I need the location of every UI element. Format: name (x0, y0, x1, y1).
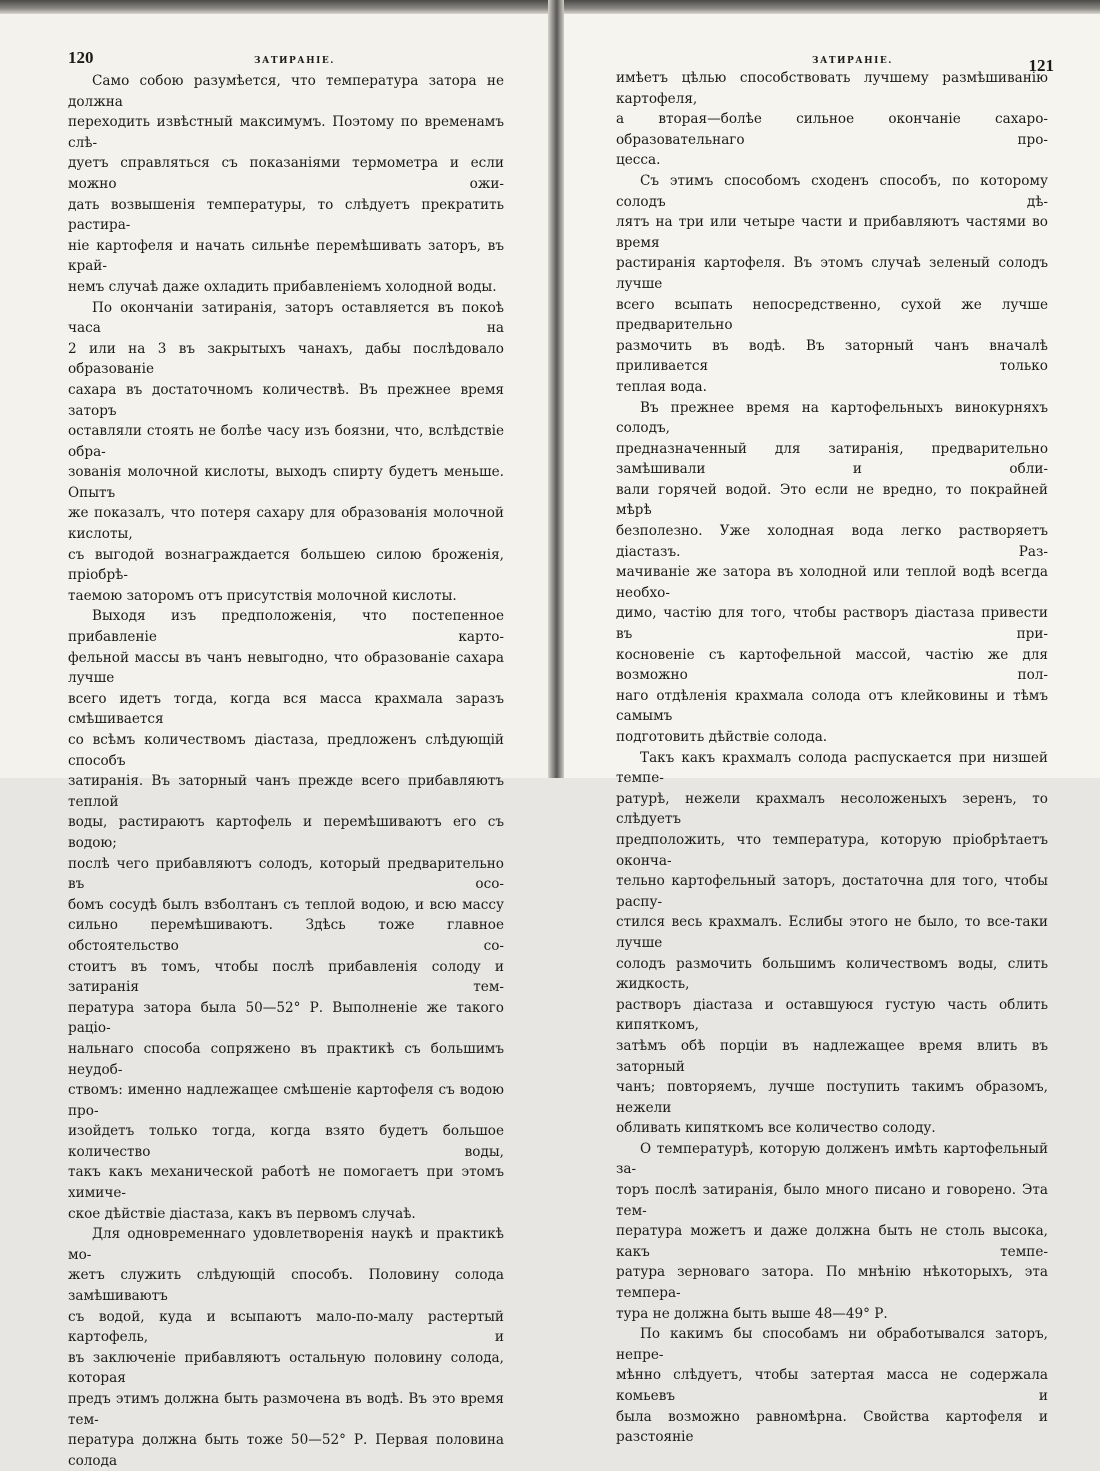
text-line: растиранія картофеля. Въ этомъ случаѣ зеленый солодъ лучше (616, 255, 1048, 292)
right-page-text (616, 68, 1048, 1448)
text-line: переходить извѣстный максимумъ. Поэтому по временамъ слѣ- (68, 114, 504, 151)
text-line: размочить въ водѣ. Въ заторный чанъ вначалѣ приливается только (616, 337, 1048, 375)
text-line: же показалъ, что потеря сахару для образованія молочной кислоты, (68, 505, 504, 543)
text-line: предъ этимъ должна быть размочена въ водѣ. Въ это время тем- (68, 1391, 504, 1428)
left-page-text (68, 71, 504, 1471)
text-line: тельно картофельный заторъ, достаточна для того, чтобы распу- (616, 873, 1048, 910)
text-line: немъ случаѣ даже охладить прибавленіемъ холодной воды. (68, 278, 497, 295)
text-line: Выходя изъ предположенія, что постепенное прибавленіе карто- (68, 608, 504, 646)
text-line: дуетъ справляться съ показаніями термометра и если можно ожи- (68, 155, 504, 192)
text-line: затѣмъ обѣ порціи въ надлежащее время влить въ заторный (616, 1037, 1048, 1075)
text-line: тура не должна быть выше 48—49° Р. (616, 1305, 888, 1322)
text-line: съ водой, куда и всыпаютъ мало-по-малу растертый картофель, и (68, 1308, 504, 1346)
text-line: пература должна быть тоже 50—52° Р. Первая половина солода (68, 1432, 504, 1469)
text-line: всего идетъ тогда, когда вся масса крахмала заразъ смѣшивается (68, 690, 504, 728)
text-line: а вторая—болѣе сильное окончаніе сахаро-образовательнаго про- (616, 111, 1048, 148)
text-line: Для одновременнаго удовлетворенія наукѣ и практикѣ мо- (68, 1226, 504, 1263)
text-line: жетъ служить слѣдующій способъ. Половину солода замѣшиваютъ (68, 1267, 504, 1305)
text-line: косновеніе съ картофельной массой, частію же для возможно пол- (616, 646, 1048, 684)
text-line: изойдетъ только тогда, когда взято будетъ большое количество воды, (68, 1123, 504, 1160)
text-line: подготовить дѣйствіе солода. (616, 729, 828, 745)
text-line: ское дѣйствіе діастаза, какъ въ первомъ случаѣ. (68, 1205, 416, 1222)
text-line: нальнаго способа сопряжено въ практикѣ съ большимъ неудоб- (68, 1040, 504, 1078)
text-line: дать возвышенія температуры, то слѣдуетъ прекратить растира- (68, 196, 504, 234)
text-line: бомъ сосудѣ былъ взболтанъ съ теплой водою, и всю массу (68, 896, 504, 913)
text-line: 2 или на 3 въ закрытыхъ чанахъ, дабы послѣдовало образованіе (68, 340, 504, 378)
text-line: О температурѣ, которую долженъ имѣть картофельный за- (616, 1140, 1048, 1178)
book-gutter (548, 0, 564, 778)
running-head: ЗАТИРАНІЕ. (254, 56, 335, 66)
text-line: Съ этимъ способомъ сходенъ способъ, по которому солодъ дѣ- (616, 172, 1048, 210)
running-head: ЗАТИРАНІЕ. (812, 56, 893, 66)
text-line: По окончаніи затиранія, заторъ оставляется въ покоѣ часа на (68, 299, 504, 337)
text-line: предназначенный для затиранія, предварительно замѣшивали и обли- (616, 440, 1048, 478)
page-number: 121 (1028, 56, 1054, 75)
text-line: По какимъ бы способамъ ни обработывался заторъ, непре- (616, 1326, 1048, 1363)
right-page-header (616, 14, 1054, 75)
text-line: затиранія. Въ заторный чанъ прежде всего прибавляютъ теплой (68, 773, 504, 810)
text-line: зованія молочной кислоты, выходъ спирту будетъ меньше. Опытъ (68, 464, 504, 501)
text-line: ніе картофеля и начать сильнѣе перемѣшивать заторъ, въ край- (68, 237, 504, 275)
text-line: димо, частію для того, чтобы растворъ діастаза привести въ при- (616, 605, 1048, 643)
text-line: послѣ чего прибавляютъ солодъ, который предварительно въ осо- (68, 855, 504, 893)
text-line: обливать кипяткомъ все количество солоду. (616, 1120, 936, 1137)
text-line: Такъ какъ крахмалъ солода распускается при низшей темпе- (616, 749, 1048, 787)
text-line: ратурѣ, нежели крахмалъ несоложеныхъ зеренъ, то слѣдуетъ (616, 790, 1048, 828)
text-line: Въ прежнее время на картофельныхъ винокурняхъ солодъ, (616, 399, 1048, 437)
text-line: теплая вода. (616, 378, 707, 395)
text-line: такъ какъ механической работѣ не помогаетъ при этомъ химиче- (68, 1164, 504, 1202)
text-line: лятъ на три или четыре части и прибавляютъ частями во время (616, 214, 1048, 251)
text-line: оставляли стоять не болѣе часу изъ боязни, что, вслѣдствіе обра- (68, 423, 504, 460)
text-line: чанъ; повторяемъ, лучше поступить такимъ образомъ, нежели (616, 1079, 1048, 1116)
text-line: пература можетъ и даже должна быть не столь высока, какъ темпе- (616, 1223, 1048, 1260)
text-line: мѣнно слѣдуетъ, чтобы затертая масса не содержала комьевъ и (616, 1367, 1048, 1404)
text-line: таемою заторомъ отъ присутствія молочной кислоты. (68, 587, 457, 604)
text-line: въ заключеніе прибавляютъ остальную половину солода, которая (68, 1349, 504, 1387)
text-line: мачиваніе же затора въ холодной или теплой водѣ всегда необхо- (616, 564, 1048, 601)
left-page-header (68, 14, 518, 74)
text-line: торъ послѣ затиранія, было много писано и говорено. Эта тем- (616, 1182, 1048, 1219)
text-line: сахара въ достаточномъ количествѣ. Въ прежнее время заторъ (68, 381, 504, 419)
text-line: наго отдѣленія крахмала солода отъ клейковины и тѣмъ самымъ (616, 687, 1048, 725)
text-line: Само собою разумѣется, что температура затора не должна (68, 73, 504, 110)
text-line: стоитъ въ томъ, чтобы послѣ прибавленія солоду и затиранія тем- (68, 958, 504, 996)
text-line: предположить, что температура, которую пріобрѣтаетъ оконча- (616, 831, 1048, 869)
text-line: со всѣмъ количествомъ діастаза, предложенъ слѣдующій способъ (68, 732, 504, 769)
text-line: сильно перемѣшиваютъ. Здѣсь тоже главное обстоятельство со- (68, 917, 504, 954)
text-line: ратура зерноваго затора. По мнѣнію нѣкоторыхъ, эта темпера- (616, 1264, 1048, 1302)
text-line: была возможно равномѣрна. Свойства картофеля и разстояніе (616, 1408, 1048, 1446)
text-line: ствомъ: именно надлежащее смѣшеніе картофеля съ водою про- (68, 1082, 504, 1119)
text-line: вали горячей водой. Это если не вредно, то покрайней мѣрѣ (616, 481, 1048, 519)
text-line: имѣетъ цѣлью способствовать лучшему размѣшиванію картофеля, (616, 70, 1048, 107)
text-line: съ выгодой вознаграждается большею силою броженія, пріобрѣ- (68, 546, 504, 584)
text-line: растворъ діастаза и оставшуюся густую часть облить кипяткомъ, (616, 996, 1048, 1034)
text-line: пература затора была 50—52° Р. Выполненіе же такого раціо- (68, 999, 504, 1037)
text-line: безполезно. Уже холодная вода легко растворяетъ діастазъ. Раз- (616, 523, 1048, 560)
text-line: цесса. (616, 152, 661, 169)
text-line: солодъ размочить большимъ количествомъ воды, слить жидкость, (616, 955, 1048, 993)
text-line: всего всыпать непосредственно, сухой же лучше предварительно (616, 296, 1048, 334)
page-number: 120 (68, 48, 94, 67)
text-line: стился весь крахмалъ. Еслибы этого не было, то все-таки лучше (616, 914, 1048, 951)
text-line: фельной массы въ чанъ невыгодно, что образованіе сахара лучше (68, 649, 504, 687)
text-line: воды, растираютъ картофель и перемѣшиваютъ его съ водою; (68, 814, 504, 851)
